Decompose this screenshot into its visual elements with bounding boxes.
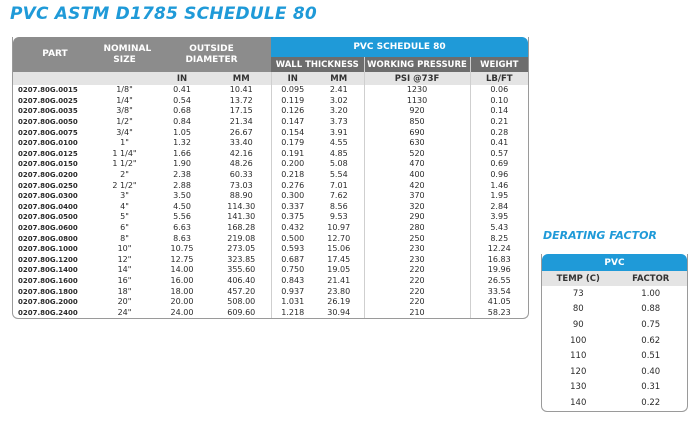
wall-mm-cell: 7.01	[329, 180, 348, 190]
od-mm-cell: 323.85	[227, 254, 256, 264]
od-in-cell: 0.84	[173, 117, 191, 127]
header-weight: WEIGHT	[470, 57, 528, 72]
working-pressure-cell: 850	[364, 117, 470, 128]
od-mm-cell: 114.30	[227, 201, 256, 211]
weight-cell: 2.84	[470, 202, 528, 213]
nominal-size-cell: 1/8"	[116, 85, 133, 95]
nominal-size-cell: 14"	[117, 265, 132, 275]
schedule-80-table-body	[13, 85, 528, 318]
part-number-cell: 0207.80G.1600	[18, 276, 78, 285]
od-mm-cell: 13.72	[229, 95, 253, 105]
weight-cell: 41.05	[470, 297, 528, 308]
factor-cell: 0.22	[641, 397, 661, 408]
od-in-cell: 18.00	[170, 286, 194, 296]
unit-wall-mm: MM	[314, 72, 364, 85]
nominal-size-cell: 5"	[120, 212, 129, 222]
nominal-size-cell: 1/4"	[116, 95, 133, 105]
od-in-cell: 6.63	[173, 223, 191, 233]
part-number-cell: 0207.80G.0600	[18, 224, 78, 233]
od-in-cell: 14.00	[170, 265, 194, 275]
table-row	[13, 170, 528, 181]
table-row	[13, 276, 528, 287]
factor-cell: 0.62	[641, 335, 661, 346]
nominal-size-cell: 2"	[120, 170, 129, 180]
table-row	[13, 265, 528, 276]
od-mm-cell: 48.26	[229, 159, 253, 169]
wall-mm-cell: 17.45	[327, 254, 351, 264]
derating-row	[542, 317, 687, 333]
factor-cell: 1.00	[641, 288, 661, 299]
part-number-cell: 0207.80G.0025	[18, 96, 78, 105]
wall-in-cell: 0.191	[271, 149, 314, 160]
working-pressure-cell: 220	[364, 265, 470, 276]
weight-cell: 12.24	[470, 244, 528, 255]
od-mm-cell: 406.40	[227, 275, 256, 285]
unit-weight: LB/FT	[470, 72, 528, 85]
working-pressure-cell: 220	[364, 297, 470, 308]
wall-mm-cell: 23.80	[327, 286, 351, 296]
header-pvc-schedule-80: PVC SCHEDULE 80	[271, 37, 528, 57]
od-in-cell: 10.75	[170, 244, 194, 254]
unit-spacer	[13, 72, 97, 85]
part-number-cell: 0207.80G.1200	[18, 255, 78, 264]
od-in-cell: 0.41	[173, 85, 191, 95]
working-pressure-cell: 1130	[364, 96, 470, 107]
od-in-cell: 3.50	[173, 191, 191, 201]
temp-cell: 130	[570, 382, 587, 393]
nominal-size-cell: 18"	[117, 286, 132, 296]
working-pressure-cell: 290	[364, 212, 470, 223]
nominal-size-cell: 1 1/4"	[112, 148, 137, 158]
weight-cell: 58.23	[470, 307, 528, 318]
table-row	[13, 138, 528, 149]
working-pressure-cell: 470	[364, 159, 470, 170]
part-number-cell: 0207.80G.0500	[18, 213, 78, 222]
weight-cell: 0.21	[470, 117, 528, 128]
derating-row	[542, 286, 687, 302]
part-number-cell: 0207.80G.2400	[18, 308, 78, 317]
nominal-size-cell: 1"	[120, 138, 129, 148]
od-mm-cell: 355.60	[227, 265, 256, 275]
derating-row	[542, 364, 687, 380]
working-pressure-cell: 1230	[364, 85, 470, 96]
wall-in-cell: 0.300	[271, 191, 314, 202]
temp-cell: 73	[572, 288, 584, 299]
od-in-cell: 1.90	[173, 159, 191, 169]
header-working-pressure: WORKING PRESSURE	[364, 57, 470, 72]
od-in-cell: 1.05	[173, 127, 191, 137]
table-row	[13, 286, 528, 297]
part-number-cell: 0207.80G.0800	[18, 234, 78, 243]
unit-od-in: IN	[152, 72, 212, 85]
wall-in-cell: 1.218	[271, 307, 314, 318]
header-outside-diameter	[152, 37, 271, 72]
nominal-size-cell: 3/8"	[116, 106, 133, 116]
od-in-cell: 0.54	[173, 95, 191, 105]
part-number-cell: 0207.80G.0200	[18, 171, 78, 180]
working-pressure-cell: 420	[364, 180, 470, 191]
nominal-size-cell: 20"	[117, 297, 132, 307]
od-mm-cell: 17.15	[229, 106, 253, 116]
wall-mm-cell: 21.41	[327, 275, 351, 285]
table-row	[13, 106, 528, 117]
working-pressure-cell: 630	[364, 138, 470, 149]
weight-cell: 0.96	[470, 170, 528, 181]
od-mm-cell: 457.20	[227, 286, 256, 296]
part-number-cell: 0207.80G.0250	[18, 181, 78, 190]
part-number-cell: 0207.80G.0050	[18, 118, 78, 127]
derating-table-body	[542, 286, 687, 411]
weight-cell: 8.25	[470, 233, 528, 244]
factor-cell: 0.75	[641, 319, 661, 330]
part-number-cell: 0207.80G.0125	[18, 149, 78, 158]
wall-mm-cell: 5.54	[329, 170, 348, 180]
table-row	[13, 244, 528, 255]
table-row	[13, 223, 528, 234]
weight-cell: 26.55	[470, 276, 528, 287]
wall-mm-cell: 12.70	[327, 233, 351, 243]
table-row	[13, 233, 528, 244]
unit-spacer	[97, 72, 152, 85]
od-mm-cell: 21.34	[229, 117, 253, 127]
working-pressure-cell: 230	[364, 255, 470, 266]
working-pressure-cell: 320	[364, 202, 470, 213]
od-in-cell: 8.63	[173, 233, 191, 243]
factor-cell: 0.51	[641, 351, 661, 362]
wall-mm-cell: 3.91	[329, 127, 348, 137]
od-mm-cell: 26.67	[229, 127, 253, 137]
table-row	[13, 117, 528, 128]
od-in-cell: 16.00	[170, 275, 194, 285]
od-in-cell: 1.66	[173, 148, 191, 158]
temp-cell: 80	[572, 304, 584, 315]
part-number-cell: 0207.80G.1400	[18, 266, 78, 275]
nominal-size-cell: 3/4"	[116, 127, 133, 137]
table-row	[13, 127, 528, 138]
unit-pressure: PSI @73F	[364, 72, 470, 85]
wall-in-cell: 0.276	[271, 180, 314, 191]
nominal-size-cell: 6"	[120, 223, 129, 233]
od-in-cell: 0.68	[173, 106, 191, 116]
od-mm-cell: 609.60	[227, 307, 256, 317]
temp-cell: 110	[570, 351, 587, 362]
wall-in-cell: 0.843	[271, 276, 314, 287]
table-row	[13, 212, 528, 223]
part-number-cell: 0207.80G.1800	[18, 287, 78, 296]
unit-od-mm: MM	[212, 72, 271, 85]
nominal-size-cell: 4"	[120, 201, 129, 211]
wall-mm-cell: 3.73	[329, 117, 348, 127]
od-mm-cell: 141.30	[227, 212, 256, 222]
od-mm-cell: 508.00	[227, 297, 256, 307]
working-pressure-cell: 280	[364, 223, 470, 234]
part-number-cell: 0207.80G.1000	[18, 245, 78, 254]
nominal-size-cell: 16"	[117, 275, 132, 285]
table-row	[13, 202, 528, 213]
od-mm-cell: 10.41	[229, 85, 253, 95]
wall-mm-cell: 9.53	[329, 212, 348, 222]
wall-mm-cell: 5.08	[329, 159, 348, 169]
factor-cell: 0.88	[641, 304, 661, 315]
weight-cell: 3.95	[470, 212, 528, 223]
table-row	[13, 96, 528, 107]
header-outside-diameter-label: OUTSIDE DIAMETER	[185, 43, 238, 65]
working-pressure-cell: 370	[364, 191, 470, 202]
od-in-cell: 2.38	[173, 170, 191, 180]
wall-mm-cell: 4.85	[329, 148, 348, 158]
working-pressure-cell: 220	[364, 286, 470, 297]
od-mm-cell: 42.16	[229, 148, 253, 158]
weight-cell: 0.14	[470, 106, 528, 117]
header-nominal-size	[97, 37, 152, 72]
page-title: PVC ASTM D1785 SCHEDULE 80	[10, 4, 317, 24]
weight-cell: 1.95	[470, 191, 528, 202]
derating-row	[542, 348, 687, 364]
derating-title: DERATING FACTOR	[543, 229, 657, 242]
nominal-size-cell: 1 1/2"	[112, 159, 137, 169]
table-row	[13, 307, 528, 318]
derating-header-temp: TEMP (C)	[542, 271, 615, 286]
nominal-size-cell: 8"	[120, 233, 129, 243]
wall-in-cell: 1.031	[271, 297, 314, 308]
wall-in-cell: 0.337	[271, 202, 314, 213]
wall-in-cell: 0.593	[271, 244, 314, 255]
header-wall-thickness: WALL THICKNESS	[271, 57, 364, 72]
wall-in-cell: 0.432	[271, 223, 314, 234]
nominal-size-cell: 2 1/2"	[112, 180, 137, 190]
working-pressure-cell: 250	[364, 233, 470, 244]
part-number-cell: 0207.80G.0300	[18, 192, 78, 201]
wall-in-cell: 0.147	[271, 117, 314, 128]
derating-row	[542, 395, 687, 411]
part-number-cell: 0207.80G.0075	[18, 128, 78, 137]
table-row	[13, 85, 528, 96]
od-mm-cell: 73.03	[229, 180, 253, 190]
wall-mm-cell: 3.20	[329, 106, 348, 116]
wall-in-cell: 0.126	[271, 106, 314, 117]
wall-mm-cell: 30.94	[327, 307, 351, 317]
wall-in-cell: 0.687	[271, 255, 314, 266]
derating-row	[542, 302, 687, 318]
od-in-cell: 20.00	[170, 297, 194, 307]
schedule-80-table-container	[12, 37, 529, 319]
table-row	[13, 191, 528, 202]
nominal-size-cell: 12"	[117, 254, 132, 264]
table-row	[13, 149, 528, 160]
weight-cell: 33.54	[470, 286, 528, 297]
nominal-size-cell: 24"	[117, 307, 132, 317]
part-number-cell: 0207.80G.0015	[18, 86, 78, 95]
derating-table-container	[541, 254, 688, 412]
working-pressure-cell: 220	[364, 276, 470, 287]
wall-in-cell: 0.179	[271, 138, 314, 149]
derating-header-pvc: PVC	[542, 254, 687, 271]
wall-in-cell: 0.375	[271, 212, 314, 223]
od-in-cell: 24.00	[170, 307, 194, 317]
factor-cell: 0.40	[641, 366, 661, 377]
working-pressure-cell: 920	[364, 106, 470, 117]
od-mm-cell: 168.28	[227, 223, 256, 233]
wall-in-cell: 0.937	[271, 286, 314, 297]
wall-in-cell: 0.119	[271, 96, 314, 107]
weight-cell: 0.28	[470, 127, 528, 138]
unit-wall-in: IN	[271, 72, 314, 85]
working-pressure-cell: 230	[364, 244, 470, 255]
weight-cell: 0.10	[470, 96, 528, 107]
od-mm-cell: 88.90	[229, 191, 253, 201]
part-number-cell: 0207.80G.0035	[18, 107, 78, 116]
derating-row	[542, 380, 687, 396]
od-in-cell: 1.32	[173, 138, 191, 148]
temp-cell: 90	[572, 319, 584, 330]
weight-cell: 19.96	[470, 265, 528, 276]
temp-cell: 100	[570, 335, 587, 346]
od-in-cell: 4.50	[173, 201, 191, 211]
weight-cell: 0.06	[470, 85, 528, 96]
weight-cell: 1.46	[470, 180, 528, 191]
wall-in-cell: 0.218	[271, 170, 314, 181]
table-row	[13, 180, 528, 191]
wall-in-cell: 0.095	[271, 85, 314, 96]
wall-mm-cell: 8.56	[329, 201, 348, 211]
derating-row	[542, 333, 687, 349]
derating-table	[542, 254, 687, 411]
working-pressure-cell: 520	[364, 149, 470, 160]
header-part: PART	[13, 37, 97, 72]
wall-mm-cell: 2.41	[329, 85, 348, 95]
od-mm-cell: 219.08	[227, 233, 256, 243]
part-number-cell: 0207.80G.2000	[18, 298, 78, 307]
weight-cell: 0.41	[470, 138, 528, 149]
od-mm-cell: 33.40	[229, 138, 253, 148]
part-number-cell: 0207.80G.0400	[18, 202, 78, 211]
nominal-size-cell: 10"	[117, 244, 132, 254]
od-in-cell: 5.56	[173, 212, 191, 222]
working-pressure-cell: 210	[364, 307, 470, 318]
wall-in-cell: 0.154	[271, 127, 314, 138]
table-row	[13, 159, 528, 170]
wall-mm-cell: 26.19	[327, 297, 351, 307]
od-in-cell: 2.88	[173, 180, 191, 190]
header-nominal-size-label: NOMINAL SIZE	[103, 43, 152, 65]
nominal-size-cell: 1/2"	[116, 117, 133, 127]
temp-cell: 120	[570, 366, 587, 377]
wall-mm-cell: 4.55	[329, 138, 348, 148]
weight-cell: 0.57	[470, 149, 528, 160]
wall-mm-cell: 10.97	[327, 223, 351, 233]
od-mm-cell: 60.33	[229, 170, 253, 180]
wall-in-cell: 0.500	[271, 233, 314, 244]
weight-cell: 5.43	[470, 223, 528, 234]
wall-in-cell: 0.200	[271, 159, 314, 170]
wall-mm-cell: 19.05	[327, 265, 351, 275]
derating-header-factor: FACTOR	[615, 271, 688, 286]
table-row	[13, 297, 528, 308]
wall-mm-cell: 7.62	[329, 191, 348, 201]
working-pressure-cell: 690	[364, 127, 470, 138]
schedule-80-table	[13, 37, 528, 318]
wall-mm-cell: 3.02	[329, 95, 348, 105]
weight-cell: 0.69	[470, 159, 528, 170]
factor-cell: 0.31	[641, 382, 661, 393]
working-pressure-cell: 400	[364, 170, 470, 181]
od-mm-cell: 273.05	[227, 244, 256, 254]
wall-mm-cell: 15.06	[327, 244, 351, 254]
weight-cell: 16.83	[470, 255, 528, 266]
part-number-cell: 0207.80G.0150	[18, 160, 78, 169]
part-number-cell: 0207.80G.0100	[18, 139, 78, 148]
table-row	[13, 255, 528, 266]
wall-in-cell: 0.750	[271, 265, 314, 276]
temp-cell: 140	[570, 397, 587, 408]
od-in-cell: 12.75	[170, 254, 194, 264]
nominal-size-cell: 3"	[120, 191, 129, 201]
